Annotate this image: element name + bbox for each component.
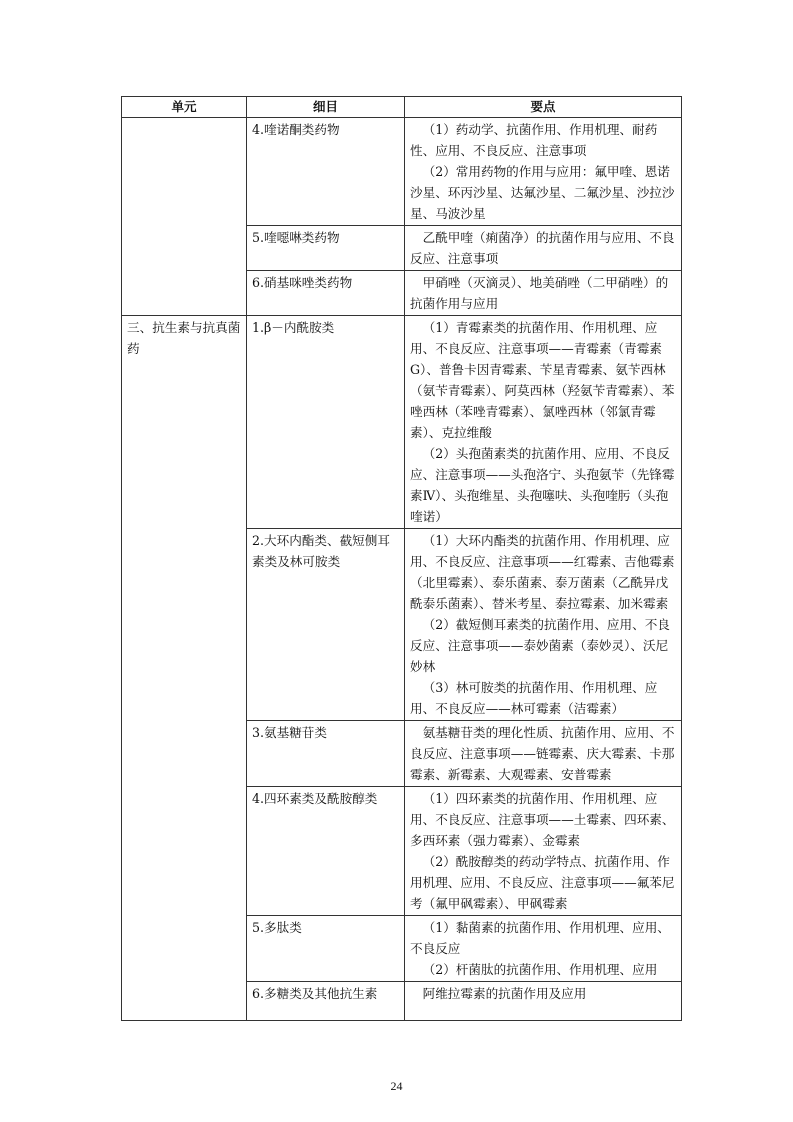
item-cell: 3.氨基糖苷类 bbox=[247, 721, 405, 787]
points-cell bbox=[405, 529, 682, 721]
syllabus-table bbox=[121, 96, 682, 1021]
item-cell: 5.多肽类 bbox=[247, 916, 405, 982]
unit-cell: 三、抗生素与抗真菌药 bbox=[122, 316, 247, 1021]
point-text: （1）大环内酯类的抗菌作用、作用机理、应用、不良反应、注意事项——红霉素、吉他霉素（北里霉素）、泰乐菌素、泰万菌素（乙酰异戊酰泰乐菌素）、替米考星、泰拉霉素、加米霉素 bbox=[410, 533, 675, 611]
points-cell bbox=[405, 916, 682, 982]
point-text: （1）黏菌素的抗菌作用、作用机理、应用、不良反应 bbox=[410, 920, 670, 956]
points-cell bbox=[405, 316, 682, 529]
points-cell bbox=[405, 982, 682, 1021]
point-text: （2）杆菌肽的抗菌作用、作用机理、应用 bbox=[422, 962, 658, 977]
item-cell: 6.硝基咪唑类药物 bbox=[247, 271, 405, 316]
unit-cell bbox=[122, 118, 247, 316]
item-cell: 4.四环素类及酰胺醇类 bbox=[247, 787, 405, 916]
page-number: 24 bbox=[390, 1079, 403, 1093]
header-item: 细目 bbox=[247, 97, 405, 118]
header-unit: 单元 bbox=[122, 97, 247, 118]
point-text: 氨基糖苷类的理化性质、抗菌作用、应用、不良反应、注意事项——链霉素、庆大霉素、卡那霉素、新霉素、大观霉素、安普霉素 bbox=[410, 725, 675, 782]
point-text: （1）青霉素类的抗菌作用、作用机理、应用、不良反应、注意事项——青霉素（青霉素G）、普鲁卡因青霉素、苄星青霉素、氨苄西林（氨苄青霉素）、阿莫西林（羟氨苄青霉素）、苯唑西林（苯唑青霉素）、氯唑西林（邻氯青霉素）、克拉维酸 bbox=[410, 320, 675, 440]
point-text: （1）药动学、抗菌作用、作用机理、耐药性、应用、不良反应、注意事项 bbox=[410, 122, 658, 158]
point-text: （3）林可胺类的抗菌作用、作用机理、应用、不良反应——林可霉素（洁霉素） bbox=[410, 680, 658, 716]
points-cell bbox=[405, 721, 682, 787]
point-text: （2）常用药物的作用与应用：氟甲喹、恩诺沙星、环丙沙星、达氟沙星、二氟沙星、沙拉沙星、马波沙星 bbox=[410, 164, 675, 221]
point-text: 阿维拉霉素的抗菌作用及应用 bbox=[422, 986, 587, 1001]
point-text: 乙酰甲喹（痢菌净）的抗菌作用与应用、不良反应、注意事项 bbox=[410, 230, 675, 266]
point-text: （1）四环素类的抗菌作用、作用机理、应用、不良反应、注意事项——土霉素、四环素、多西环素（强力霉素）、金霉素 bbox=[410, 791, 675, 848]
points-cell bbox=[405, 787, 682, 916]
point-text: （2）截短侧耳素类的抗菌作用、应用、不良反应、注意事项——泰妙菌素（泰妙灵）、沃尼妙林 bbox=[410, 617, 670, 674]
points-cell bbox=[405, 226, 682, 271]
item-cell: 6.多糖类及其他抗生素 bbox=[247, 982, 405, 1021]
item-cell: 2.大环内酯类、截短侧耳素类及林可胺类 bbox=[247, 529, 405, 721]
table-row bbox=[122, 118, 682, 226]
points-cell bbox=[405, 118, 682, 226]
item-cell: 5.喹噁啉类药物 bbox=[247, 226, 405, 271]
point-text: 甲硝唑（灭滴灵）、地美硝唑（二甲硝唑）的抗菌作用与应用 bbox=[410, 275, 669, 311]
point-text: （2）头孢菌素类的抗菌作用、应用、不良反应、注意事项——头孢洛宁、头孢氨苄（先锋霉素Ⅳ）、头孢维星、头孢噻呋、头孢喹肟（头孢喹诺） bbox=[410, 446, 675, 524]
points-cell bbox=[405, 271, 682, 316]
header-row bbox=[122, 97, 682, 118]
table-row bbox=[122, 316, 682, 529]
item-cell: 1.β－内酰胺类 bbox=[247, 316, 405, 529]
point-text: （2）酰胺醇类的药动学特点、抗菌作用、作用机理、应用、不良反应、注意事项——氟苯尼考（氟甲砜霉素）、甲砜霉素 bbox=[410, 854, 675, 911]
item-cell: 4.喹诺酮类药物 bbox=[247, 118, 405, 226]
header-points: 要点 bbox=[405, 97, 682, 118]
